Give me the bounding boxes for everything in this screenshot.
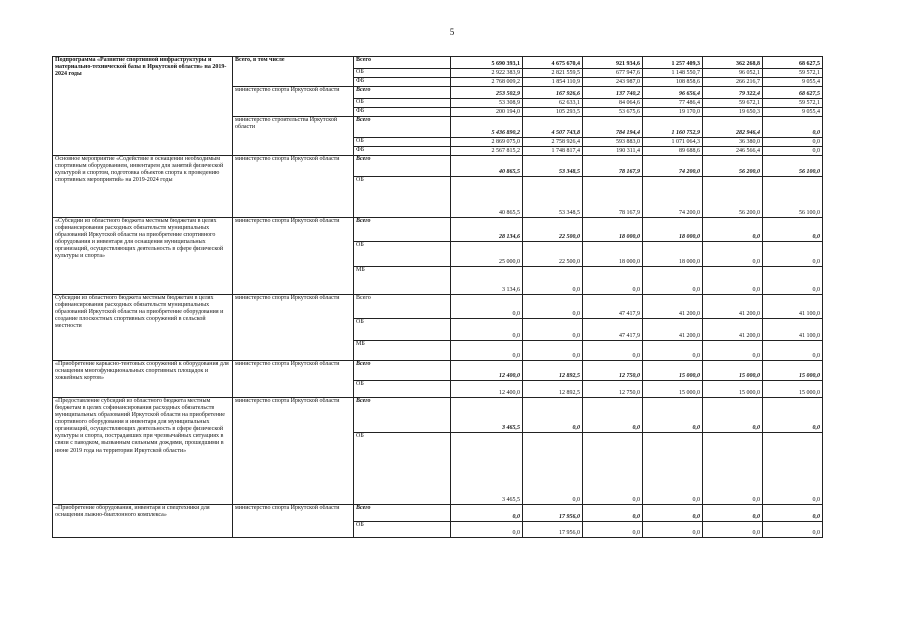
amount-cell: 74 200,0 <box>643 177 703 218</box>
amount-cell: 0,0 <box>763 505 823 522</box>
budget-table-body <box>53 57 823 538</box>
amount-cell: 18 000,0 <box>643 218 703 242</box>
amount-cell: 1 748 817,4 <box>523 147 583 156</box>
amount-cell: 96 656,4 <box>643 87 703 99</box>
amount-cell: 47 417,9 <box>583 319 643 341</box>
amount-cell: 0,0 <box>523 295 583 319</box>
amount-cell: 53 308,9 <box>451 99 523 108</box>
funding-source-cell: ОБ <box>354 381 451 398</box>
amount-cell: 2 768 009,2 <box>451 78 523 87</box>
amount-cell: 0,0 <box>523 341 583 361</box>
table-row <box>53 398 823 433</box>
amount-cell: 137 740,2 <box>583 87 643 99</box>
funding-source-cell: Всего <box>354 156 451 177</box>
amount-cell: 0,0 <box>523 267 583 295</box>
amount-cell: 59 572,1 <box>763 69 823 78</box>
amount-cell: 77 486,4 <box>643 99 703 108</box>
amount-cell: 0,0 <box>451 505 523 522</box>
funding-source-cell: ФБ <box>354 147 451 156</box>
amount-cell: 0,0 <box>763 242 823 267</box>
amount-cell: 0,0 <box>703 341 763 361</box>
amount-cell: 53 348,5 <box>523 177 583 218</box>
amount-cell: 56 100,0 <box>763 156 823 177</box>
amount-cell: 0,0 <box>703 505 763 522</box>
amount-cell: 167 926,6 <box>523 87 583 99</box>
amount-cell: 12 400,0 <box>451 361 523 381</box>
amount-cell: 12 892,5 <box>523 361 583 381</box>
amount-cell: 0,0 <box>703 267 763 295</box>
amount-cell: 19 170,0 <box>643 108 703 117</box>
amount-cell: 0,0 <box>583 398 643 433</box>
amount-cell: 22 500,0 <box>523 218 583 242</box>
amount-cell: 0,0 <box>451 341 523 361</box>
executor-cell: Всего, в том числе <box>233 57 354 87</box>
amount-cell: 0,0 <box>583 522 643 538</box>
amount-cell: 0,0 <box>643 267 703 295</box>
amount-cell: 0,0 <box>643 522 703 538</box>
amount-cell: 0,0 <box>703 218 763 242</box>
amount-cell: 9 055,4 <box>763 78 823 87</box>
amount-cell: 5 690 393,1 <box>451 57 523 69</box>
amount-cell: 53 675,6 <box>583 108 643 117</box>
amount-cell: 1 160 752,9 <box>643 117 703 138</box>
funding-source-cell: Всего <box>354 117 451 138</box>
budget-table <box>52 56 823 538</box>
funding-source-cell: ФБ <box>354 78 451 87</box>
amount-cell: 0,0 <box>583 505 643 522</box>
amount-cell: 19 650,3 <box>703 108 763 117</box>
funding-source-cell: ОБ <box>354 242 451 267</box>
executor-cell: министерство строительства Иркутской области <box>233 117 354 156</box>
amount-cell: 784 194,4 <box>583 117 643 138</box>
amount-cell: 62 633,1 <box>523 99 583 108</box>
executor-cell: министерство спорта Иркутской области <box>233 295 354 361</box>
amount-cell: 15 000,0 <box>763 361 823 381</box>
amount-cell: 0,0 <box>583 267 643 295</box>
amount-cell: 0,0 <box>451 522 523 538</box>
amount-cell: 0,0 <box>451 295 523 319</box>
executor-cell: министерство спорта Иркутской области <box>233 218 354 295</box>
measure-name-cell: «Приобретение каркасно-тентовых сооружений к оборудования для оснащения многофункциональных спортивных площадок и хоккейных кортов» <box>53 361 233 398</box>
amount-cell: 15 000,0 <box>763 381 823 398</box>
funding-source-cell: Всего <box>354 398 451 433</box>
amount-cell: 266 216,7 <box>703 78 763 87</box>
amount-cell: 41 100,0 <box>763 319 823 341</box>
amount-cell: 0,0 <box>583 433 643 505</box>
amount-cell: 18 000,0 <box>583 242 643 267</box>
amount-cell: 68 627,5 <box>763 57 823 69</box>
amount-cell: 17 956,0 <box>523 522 583 538</box>
amount-cell: 362 268,8 <box>703 57 763 69</box>
page-number: 5 <box>449 27 455 37</box>
amount-cell: 0,0 <box>643 433 703 505</box>
amount-cell: 0,0 <box>763 398 823 433</box>
amount-cell: 0,0 <box>763 138 823 147</box>
measure-name-cell: Основное мероприятие «Содействие в оснащении необходимым спортивным оборудованием, инвентарем для занятий физической культурой и спортом, подготовка объектов спорта к проведению спортивных мероприятий» на 2019-2024 годы <box>53 156 233 218</box>
funding-source-cell: ОБ <box>354 319 451 341</box>
amount-cell: 2 567 815,2 <box>451 147 523 156</box>
funding-source-cell: ОБ <box>354 69 451 78</box>
amount-cell: 0,0 <box>643 341 703 361</box>
executor-cell: министерство спорта Иркутской области <box>233 361 354 398</box>
amount-cell: 12 750,0 <box>583 381 643 398</box>
amount-cell: 246 566,4 <box>703 147 763 156</box>
executor-cell: министерство спорта Иркутской области <box>233 156 354 218</box>
amount-cell: 15 000,0 <box>643 381 703 398</box>
amount-cell: 12 892,5 <box>523 381 583 398</box>
amount-cell: 0,0 <box>703 398 763 433</box>
amount-cell: 40 865,5 <box>451 156 523 177</box>
amount-cell: 36 380,0 <box>703 138 763 147</box>
amount-cell: 5 436 890,2 <box>451 117 523 138</box>
table-row <box>53 218 823 242</box>
funding-source-cell: ОБ <box>354 433 451 505</box>
amount-cell: 0,0 <box>763 147 823 156</box>
amount-cell: 25 000,0 <box>451 242 523 267</box>
amount-cell: 2 758 926,4 <box>523 138 583 147</box>
amount-cell: 56 100,0 <box>763 177 823 218</box>
table-row <box>53 505 823 522</box>
amount-cell: 0,0 <box>643 505 703 522</box>
funding-source-cell: Всего <box>354 57 451 69</box>
amount-cell: 59 572,1 <box>763 99 823 108</box>
funding-source-cell: Всего <box>354 218 451 242</box>
amount-cell: 0,0 <box>763 522 823 538</box>
amount-cell: 41 200,0 <box>703 295 763 319</box>
table-row <box>53 361 823 381</box>
amount-cell: 0,0 <box>643 398 703 433</box>
amount-cell: 78 167,9 <box>583 156 643 177</box>
amount-cell: 41 200,0 <box>703 319 763 341</box>
amount-cell: 4 507 743,8 <box>523 117 583 138</box>
amount-cell: 2 869 075,0 <box>451 138 523 147</box>
amount-cell: 2 922 383,9 <box>451 69 523 78</box>
amount-cell: 0,0 <box>763 433 823 505</box>
funding-source-cell: Всего <box>354 361 451 381</box>
executor-cell: министерство спорта Иркутской области <box>233 505 354 538</box>
amount-cell: 0,0 <box>763 117 823 138</box>
amount-cell: 0,0 <box>703 242 763 267</box>
amount-cell: 190 311,4 <box>583 147 643 156</box>
amount-cell: 282 946,4 <box>703 117 763 138</box>
amount-cell: 12 750,0 <box>583 361 643 381</box>
executor-cell: министерство спорта Иркутской области <box>233 398 354 505</box>
funding-source-cell: ОБ <box>354 138 451 147</box>
table-row <box>53 156 823 177</box>
amount-cell: 0,0 <box>523 433 583 505</box>
executor-cell: министерство спорта Иркутской области <box>233 87 354 117</box>
amount-cell: 593 883,0 <box>583 138 643 147</box>
amount-cell: 4 675 670,4 <box>523 57 583 69</box>
table-row <box>53 57 823 69</box>
amount-cell: 79 322,4 <box>703 87 763 99</box>
amount-cell: 921 934,6 <box>583 57 643 69</box>
funding-source-cell: Всего <box>354 87 451 99</box>
measure-name-cell: «Приобретение оборудования, инвентаря и спецтехники для оснащения лыжно-биатлонного комплекса» <box>53 505 233 538</box>
amount-cell: 243 987,0 <box>583 78 643 87</box>
amount-cell: 3 134,6 <box>451 267 523 295</box>
amount-cell: 200 194,0 <box>451 108 523 117</box>
amount-cell: 22 500,0 <box>523 242 583 267</box>
amount-cell: 0,0 <box>523 398 583 433</box>
amount-cell: 89 688,6 <box>643 147 703 156</box>
amount-cell: 84 064,6 <box>583 99 643 108</box>
measure-name-cell: Подпрограмма «Развитие спортивной инфраструктуры и материально-технической базы в Иркутской области» на 2019-2024 годы <box>53 57 233 156</box>
measure-name-cell: Субсидии из областного бюджета местным бюджетам в целях софинансирования расходных обязательств муниципальных образований Иркутской области на приобретение оборудования и создание плоскостных спортивных сооружений в сельской местности <box>53 295 233 361</box>
amount-cell: 28 134,6 <box>451 218 523 242</box>
amount-cell: 17 956,0 <box>523 505 583 522</box>
measure-name-cell: «Предоставление субсидий из областного бюджета местным бюджетам в целях софинансирования расходных обязательств муниципальных образований Иркутской области на приобретение спортивного оборудования и инвентаря для муниципальных организаций, осуществляющих деятельность в сфере физической культуры и спорта, пострадавших при чрезвычайных ситуациях в связи с паводком, вызванным сильными дождями, прошедшими в июне 2019 года на территории Иркутской области» <box>53 398 233 505</box>
amount-cell: 108 858,6 <box>643 78 703 87</box>
funding-source-cell: Всего <box>354 505 451 522</box>
amount-cell: 68 627,5 <box>763 87 823 99</box>
amount-cell: 0,0 <box>703 433 763 505</box>
amount-cell: 18 000,0 <box>583 218 643 242</box>
amount-cell: 18 000,0 <box>643 242 703 267</box>
amount-cell: 41 100,0 <box>763 295 823 319</box>
amount-cell: 0,0 <box>763 218 823 242</box>
amount-cell: 253 502,9 <box>451 87 523 99</box>
amount-cell: 2 821 559,5 <box>523 69 583 78</box>
funding-source-cell: ОБ <box>354 99 451 108</box>
amount-cell: 78 167,9 <box>583 177 643 218</box>
amount-cell: 0,0 <box>763 267 823 295</box>
amount-cell: 15 000,0 <box>643 361 703 381</box>
amount-cell: 40 865,5 <box>451 177 523 218</box>
amount-cell: 1 854 110,9 <box>523 78 583 87</box>
funding-source-cell: ФБ <box>354 108 451 117</box>
amount-cell: 3 465,5 <box>451 398 523 433</box>
amount-cell: 41 200,0 <box>643 319 703 341</box>
amount-cell: 59 672,1 <box>703 99 763 108</box>
amount-cell: 41 200,0 <box>643 295 703 319</box>
amount-cell: 0,0 <box>763 341 823 361</box>
amount-cell: 1 071 064,3 <box>643 138 703 147</box>
amount-cell: 0,0 <box>523 319 583 341</box>
amount-cell: 56 200,0 <box>703 156 763 177</box>
funding-source-cell: ОБ <box>354 522 451 538</box>
amount-cell: 0,0 <box>703 522 763 538</box>
amount-cell: 74 200,0 <box>643 156 703 177</box>
amount-cell: 3 465,5 <box>451 433 523 505</box>
amount-cell: 105 293,5 <box>523 108 583 117</box>
amount-cell: 1 148 550,7 <box>643 69 703 78</box>
funding-source-cell: МБ <box>354 341 451 361</box>
amount-cell: 56 200,0 <box>703 177 763 218</box>
amount-cell: 96 052,1 <box>703 69 763 78</box>
amount-cell: 0,0 <box>583 341 643 361</box>
amount-cell: 53 348,5 <box>523 156 583 177</box>
amount-cell: 1 257 409,3 <box>643 57 703 69</box>
table-row <box>53 295 823 319</box>
amount-cell: 15 000,0 <box>703 361 763 381</box>
amount-cell: 12 400,0 <box>451 381 523 398</box>
amount-cell: 0,0 <box>451 319 523 341</box>
amount-cell: 677 947,6 <box>583 69 643 78</box>
funding-source-cell: ОБ <box>354 177 451 218</box>
measure-name-cell: «Субсидии из областного бюджета местным бюджетам в целях софинансирования расходных обязательств муниципальных образований Иркутской области на приобретение спортивного оборудования и инвентаря для оснащения муниципальных организаций, осуществляющих деятельность в сфере физической культуры и спорта» <box>53 218 233 295</box>
amount-cell: 47 417,9 <box>583 295 643 319</box>
amount-cell: 15 000,0 <box>703 381 763 398</box>
funding-source-cell: МБ <box>354 267 451 295</box>
funding-source-cell: Всего <box>354 295 451 319</box>
amount-cell: 9 055,4 <box>763 108 823 117</box>
